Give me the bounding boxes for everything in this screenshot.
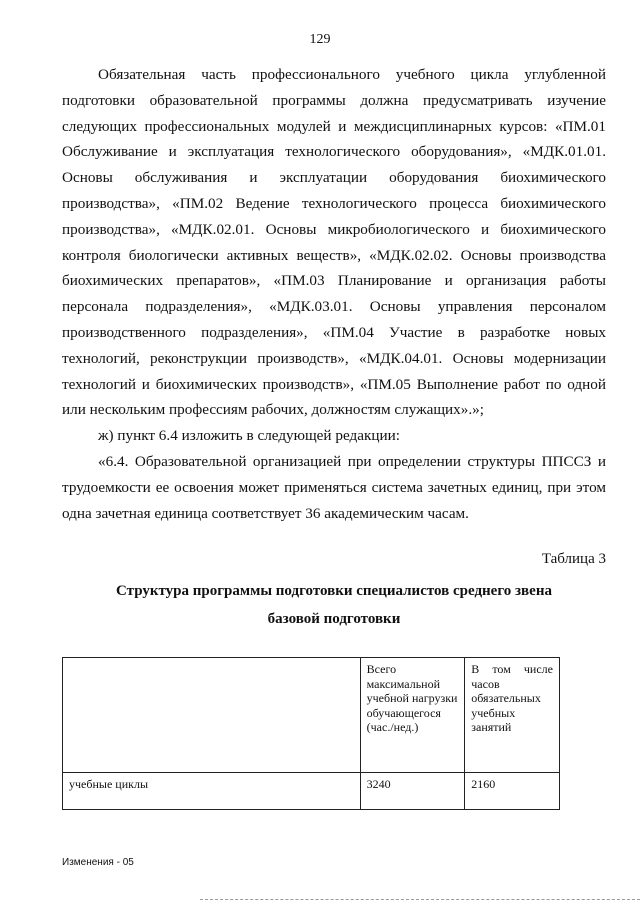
scan-edge-line: [200, 899, 640, 900]
header-cell-name: [63, 658, 361, 773]
table-row: [63, 773, 560, 810]
body-text: [62, 62, 606, 526]
header-cell-mandatory-hours: В том числе часов обязательных учебных занятий: [465, 658, 560, 773]
row-total-cell: 3240: [360, 773, 465, 810]
table-title: [62, 577, 606, 633]
table-title-line-1: Структура программы подготовки специалистов среднего звена: [116, 583, 552, 599]
paragraph-modules: Обязательная часть профессионального учебного цикла углубленной подготовки образовательной программы должна предусматривать изучение следующих профессиональных модулей и междисциплинарных курсов: «ПМ.01 Обслуживание и эксплуатация технологического оборудования», «МДК.01.01. Основы обслуживания и эксплуатации оборудования биохимического производства», «ПМ.02 Ведение технологического процесса биохимического производства», «МДК.02.01. Основы микробиологического и биохимического контроля биологически активных веществ», «МДК.02.02. Основы производства биохимических препаратов», «ПМ.03 Планирование и организация работы персонала подразделения», «МДК.03.01. Основы управления персоналом производственного подразделения», «ПМ.04 Участие в разработке новых технологий, реконструкции производств», «МДК.04.01. Основы модернизации технологий и биохимических производств», «ПМ.05 Выполнение работ по одной или нескольким профессиям рабочих, должностям служащих».»;: [62, 66, 606, 419]
row-label-cell: учебные циклы: [63, 773, 361, 810]
header-cell-total-load: Всего максимальной учебной нагрузки обучающегося (час./нед.): [360, 658, 465, 773]
page-number: 129: [309, 32, 331, 47]
paragraph-item-zh: ж) пункт 6.4 изложить в следующей редакции:: [98, 427, 400, 445]
table-title-line-2: базовой подготовки: [267, 611, 401, 627]
footer-note: Изменения - 05: [62, 857, 134, 868]
table-header-row: [63, 658, 560, 773]
table-label: Таблица 3: [541, 551, 606, 567]
paragraph-6-4: «6.4. Образовательной организацией при определении структуры ППССЗ и трудоемкости ее освоения может применяться система зачетных единиц, при этом одна зачетная единица соответствует 36 академическим часам.: [62, 452, 606, 522]
row-mandatory-cell: 2160: [465, 773, 560, 810]
structure-table: [62, 657, 560, 810]
